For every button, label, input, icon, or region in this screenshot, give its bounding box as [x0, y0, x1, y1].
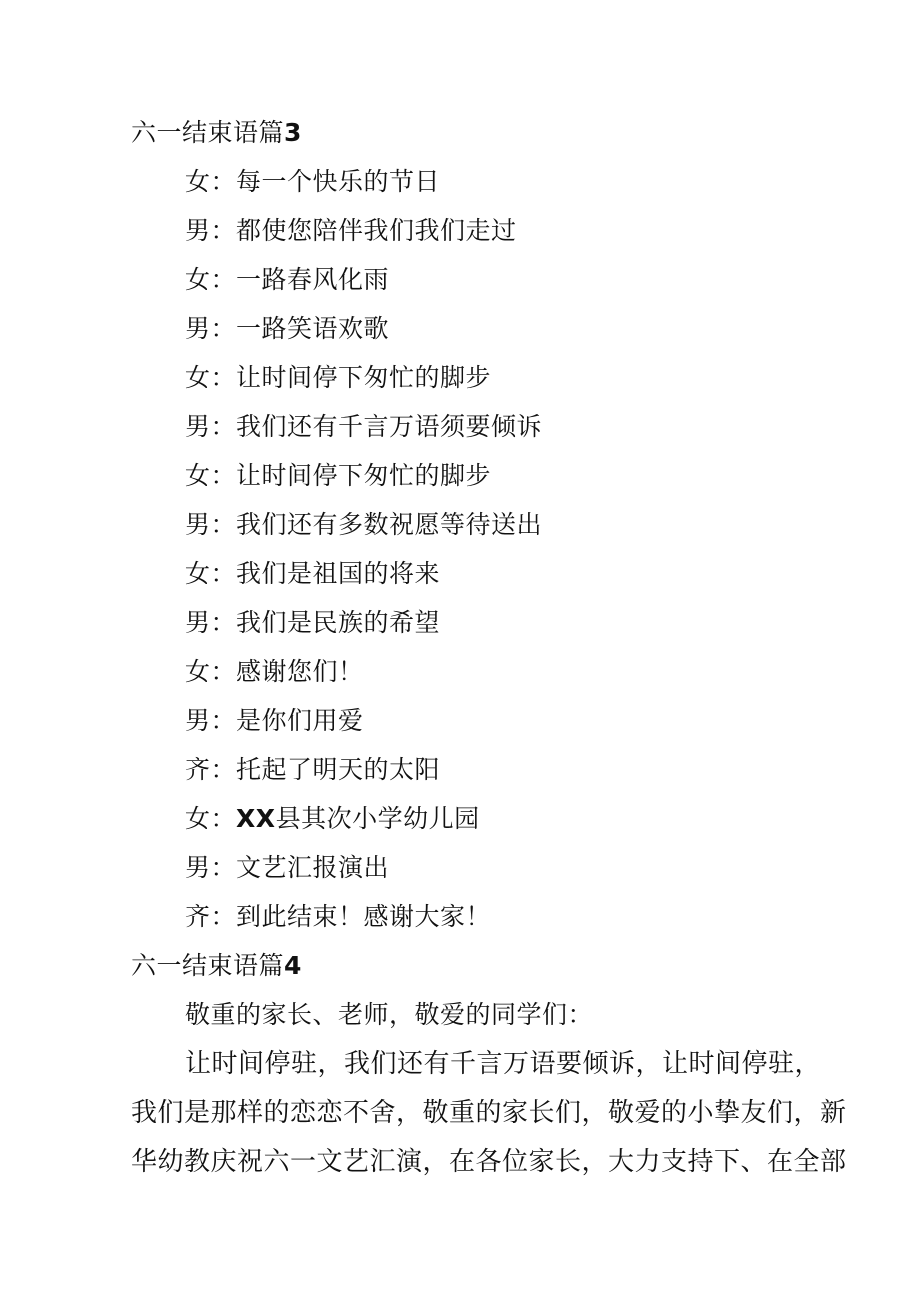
colon: ：: [210, 265, 237, 294]
line-text: 我们还有千言万语须要倾诉: [236, 412, 543, 441]
colon: ：: [210, 461, 237, 490]
speaker: 男: [185, 853, 211, 882]
line-text: 让时间停下匆忙的脚步: [236, 363, 492, 392]
line-text: 我们是民族的希望: [236, 608, 441, 637]
dialogue-line: [185, 215, 517, 247]
line-text: 感谢您们！: [236, 657, 364, 686]
speaker: 男: [185, 314, 211, 343]
line-text: 让时间停下匆忙的脚步: [236, 461, 492, 490]
line-text: 县其次小学幼儿园: [275, 804, 480, 833]
line-text: 文艺汇报演出: [236, 853, 390, 882]
paragraph-line: 让时间停驻，我们还有千言万语要倾诉，让时间停驻，: [185, 1049, 822, 1079]
dialogue-line: [185, 558, 440, 590]
dialogue-line: [185, 460, 491, 492]
colon: ：: [210, 363, 237, 392]
speaker: 女: [185, 265, 211, 294]
colon: ：: [210, 559, 237, 588]
colon: ：: [210, 167, 237, 196]
speaker: 女: [185, 559, 211, 588]
colon: ：: [210, 804, 237, 833]
speaker: 女: [185, 363, 211, 392]
speaker: 女: [185, 461, 211, 490]
dialogue-line: [185, 313, 389, 345]
line-text: 一路春风化雨: [236, 265, 390, 294]
colon: ：: [210, 902, 237, 931]
colon: ：: [210, 510, 237, 539]
line-text: 都使您陪伴我们我们走过: [236, 216, 517, 245]
colon: ：: [210, 657, 237, 686]
heading-text: 六一结束语篇: [131, 951, 285, 980]
colon: ：: [210, 608, 237, 637]
dialogue-line: [185, 754, 440, 786]
colon: ：: [210, 412, 237, 441]
speaker: 齐: [185, 902, 211, 931]
line-text: 到此结束！感谢大家！: [236, 902, 492, 931]
colon: ：: [210, 216, 237, 245]
speaker: 男: [185, 510, 211, 539]
paragraph-line: 我们是那样的恋恋不舍，敬重的家长们，敬爱的小挚友们，新: [131, 1098, 847, 1128]
dialogue-line: [185, 803, 480, 835]
section-4-heading: [131, 950, 302, 982]
line-text: 每一个快乐的节日: [236, 167, 441, 196]
speaker: 男: [185, 412, 211, 441]
line-text: 我们是祖国的将来: [236, 559, 441, 588]
dialogue-line: [185, 656, 364, 688]
speaker: 女: [185, 804, 211, 833]
heading-text: 六一结束语篇: [131, 118, 285, 147]
dialogue-line: [185, 362, 491, 394]
speaker: 男: [185, 608, 211, 637]
dialogue-line: [185, 411, 542, 443]
speaker: 男: [185, 216, 211, 245]
paragraph-line: 华幼教庆祝六一文艺汇演，在各位家长，大力支持下、在全部: [131, 1147, 847, 1177]
speaker: 女: [185, 657, 211, 686]
colon: ：: [210, 755, 237, 784]
speaker: 男: [185, 706, 211, 735]
section-3-heading: [131, 117, 302, 149]
heading-number: 4: [284, 951, 302, 980]
greeting-line: 敬重的家长、老师，敬爱的同学们：: [185, 1000, 594, 1029]
dialogue-line: [185, 852, 389, 884]
dialogue-line: [185, 264, 389, 296]
dialogue-line: [185, 607, 440, 639]
speaker: 齐: [185, 755, 211, 784]
line-text: 是你们用爱: [236, 706, 364, 735]
colon: ：: [210, 706, 237, 735]
dialogue-line: [185, 705, 364, 737]
colon: ：: [210, 853, 237, 882]
line-text-latin: XX: [236, 804, 276, 833]
colon: ：: [210, 314, 237, 343]
dialogue-line: [185, 509, 542, 541]
dialogue-line: [185, 901, 491, 933]
line-text: 我们还有多数祝愿等待送出: [236, 510, 543, 539]
dialogue-line: [185, 166, 440, 198]
heading-number: 3: [284, 118, 302, 147]
line-text: 托起了明天的太阳: [236, 755, 441, 784]
speaker: 女: [185, 167, 211, 196]
line-text: 一路笑语欢歌: [236, 314, 390, 343]
